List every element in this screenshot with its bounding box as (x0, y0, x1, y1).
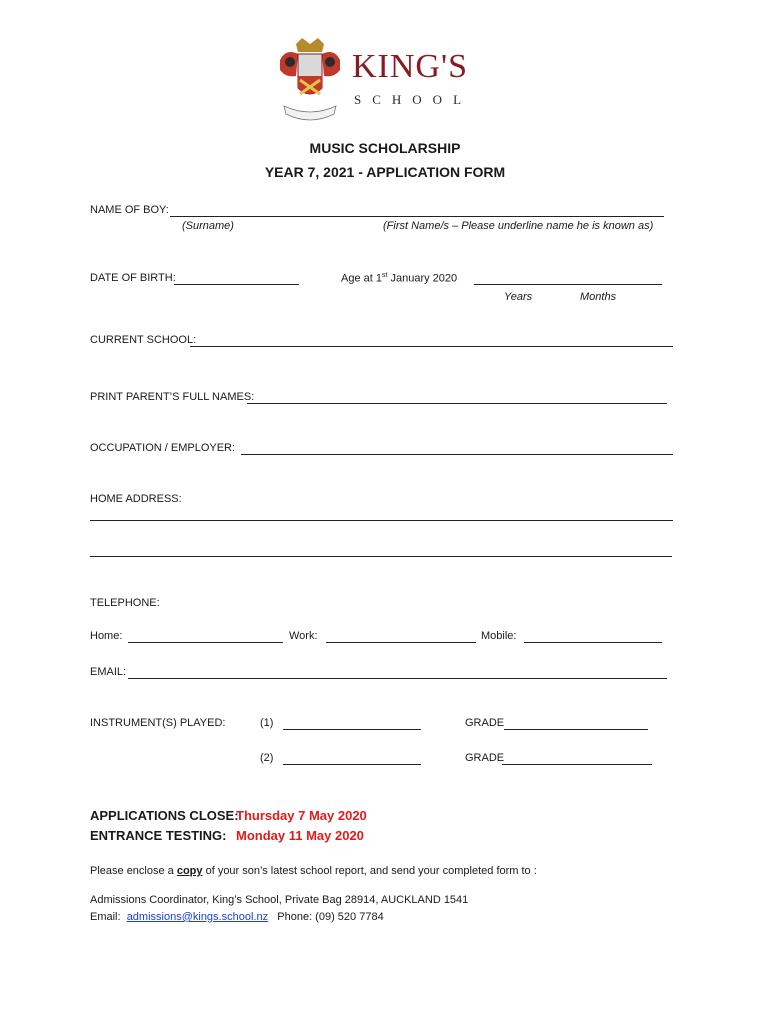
crest-icon (276, 36, 344, 128)
name-label: NAME OF BOY: (90, 204, 169, 216)
name-field[interactable] (170, 216, 664, 217)
applications-close-date: Thursday 7 May 2020 (236, 808, 367, 823)
email-field[interactable] (128, 678, 667, 679)
form-subtitle: YEAR 7, 2021 - APPLICATION FORM (264, 164, 506, 180)
mobile-label: Mobile: (481, 630, 517, 642)
email-label: EMAIL: (90, 666, 127, 678)
instrument-1-field[interactable] (283, 729, 421, 730)
school-subname: SCHOOL (354, 92, 473, 107)
occupation-field[interactable] (241, 454, 673, 455)
address-label: HOME ADDRESS: (90, 493, 182, 505)
address-field-2[interactable] (90, 556, 672, 557)
mobile-phone-field[interactable] (524, 642, 662, 643)
telephone-label: TELEPHONE: (90, 597, 160, 609)
parents-label: PRINT PARENT’S FULL NAMES: (90, 391, 255, 403)
home-phone-field[interactable] (128, 642, 283, 643)
parents-field[interactable] (247, 403, 667, 404)
contact-line (90, 911, 384, 923)
work-phone-field[interactable] (326, 642, 476, 643)
entrance-testing-label: ENTRANCE TESTING: (90, 828, 227, 843)
age-label-sup: st (381, 272, 388, 279)
form-title: MUSIC SCHOLARSHIP (309, 140, 461, 156)
surname-hint: (Surname) (182, 220, 234, 232)
contact-phone: Phone: (09) 520 7784 (277, 911, 384, 923)
school-label: CURRENT SCHOOL: (90, 334, 197, 346)
enclose-text-post: of your son’s latest school report, and send your completed form to : (202, 865, 537, 877)
grade-2-field[interactable] (502, 764, 652, 765)
address-field-1[interactable] (90, 520, 673, 521)
occupation-label: OCCUPATION / EMPLOYER: (90, 442, 236, 454)
instrument-2-field[interactable] (283, 764, 421, 765)
years-hint: Years (504, 291, 533, 303)
instrument-1-number: (1) (260, 717, 274, 729)
dob-label: DATE OF BIRTH: (90, 272, 176, 284)
school-logo (276, 36, 481, 128)
grade-1-field[interactable] (504, 729, 648, 730)
instrument-label: INSTRUMENT(S) PLAYED: (90, 717, 226, 729)
firstname-hint: (First Name/s – Please underline name he is known as) (383, 220, 654, 232)
contact-email-label: Email: (90, 911, 121, 923)
work-label: Work: (289, 630, 318, 642)
grade-1-label: GRADE (465, 717, 505, 729)
grade-2-label: GRADE (465, 752, 505, 764)
instrument-2-number: (2) (260, 752, 274, 764)
postal-address: Admissions Coordinator, King’s School, Private Bag 28914, AUCKLAND 1541 (90, 894, 469, 906)
enclose-text-pre: Please enclose a (90, 865, 177, 877)
school-field[interactable] (190, 346, 673, 347)
age-field[interactable] (474, 284, 662, 285)
age-label-pre: Age at 1 (341, 272, 382, 285)
contact-email-link[interactable]: admissions@kings.school.nz (126, 911, 269, 923)
applications-close-label: APPLICATIONS CLOSE: (90, 808, 239, 823)
home-label: Home: (90, 630, 123, 642)
dob-field[interactable] (174, 284, 299, 285)
entrance-testing-date: Monday 11 May 2020 (236, 828, 364, 843)
school-name: KING'S (352, 48, 469, 85)
age-label-post: January 2020 (387, 272, 458, 285)
enclose-instructions (90, 865, 537, 877)
enclose-text-copy: copy (176, 865, 203, 877)
age-label (341, 272, 457, 285)
months-hint: Months (580, 291, 617, 303)
